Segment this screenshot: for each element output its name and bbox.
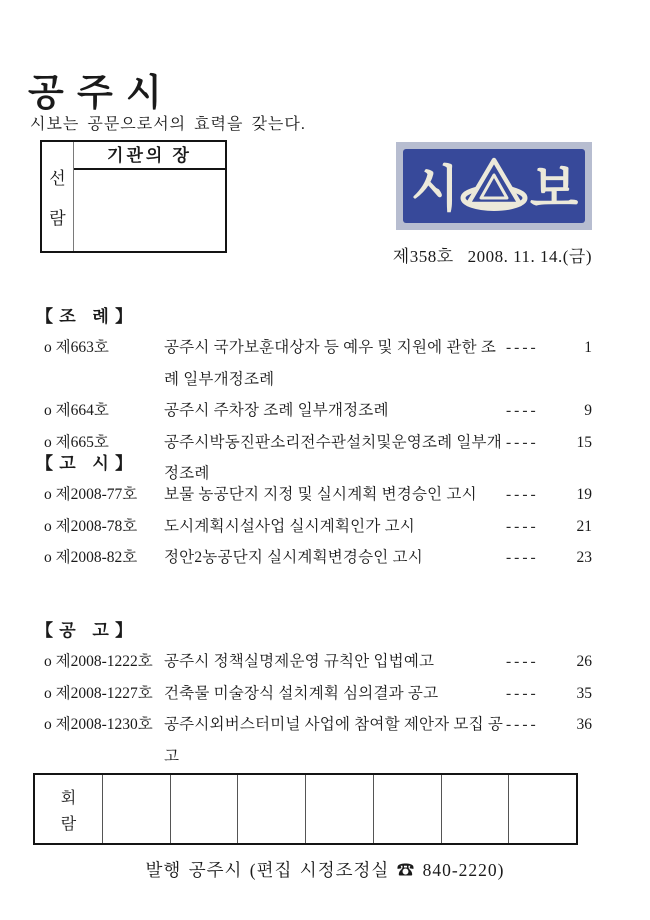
circulation-cell	[509, 775, 576, 843]
toc-row	[36, 678, 592, 710]
toc-row	[36, 395, 592, 427]
approval-side-char-1: 선	[49, 168, 66, 188]
toc-leader-dashes: ----	[506, 684, 539, 702]
circulation-cell	[306, 775, 374, 843]
toc-leader-dashes: ----	[506, 517, 539, 535]
toc-item-title: 공주시 정책실명제운영 규칙안 입법예고	[164, 653, 435, 670]
toc-item-number: o 제2008-1222호	[44, 653, 153, 670]
approval-side-label	[42, 142, 74, 251]
approval-box-header: 기관의 장	[74, 142, 225, 170]
circulation-cell	[238, 775, 306, 843]
toc-page-number: 1	[584, 339, 592, 356]
approval-side-char-2: 람	[49, 209, 66, 229]
toc-item-title: 공주시박동진판소리전수관설치및운영조례 일부개정조례	[164, 433, 502, 482]
toc-page-number: 9	[584, 402, 592, 419]
sibo-logo	[396, 142, 592, 230]
toc-item-title: 정안2농공단지 실시계획변경승인 고시	[164, 549, 423, 566]
toc-item-number: o 제2008-82호	[44, 549, 138, 566]
issue-number: 제358호	[392, 247, 454, 266]
toc-page-number: 15	[576, 433, 592, 451]
issue-line	[393, 242, 592, 267]
toc-section-header: 【 조 례 】	[36, 307, 134, 326]
approval-box	[40, 140, 227, 253]
toc-page-number: 36	[576, 716, 592, 733]
toc-item-title: 공주시 주차장 조례 일부개정조례	[164, 402, 389, 419]
circulation-char-1: 회	[60, 789, 77, 807]
toc-item-number: o 제2008-1230호	[44, 716, 153, 733]
sibo-logo-panel	[403, 149, 585, 223]
toc-page-number: 21	[576, 517, 592, 535]
toc-page-number: 23	[576, 549, 592, 566]
toc-item-title: 건축물 미술장식 설치계획 심의결과 공고	[164, 684, 439, 702]
toc-row	[36, 479, 592, 511]
logo-char-si: 시	[410, 161, 460, 217]
toc-item-title: 도시계획시설사업 실시계획인가 고시	[164, 517, 415, 535]
issue-date: 2008. 11. 14.(금)	[467, 247, 592, 266]
publisher-footer: 발행 공주시 (편집 시정조정실 ☎ 840-2220)	[145, 860, 505, 880]
circulation-char-2: 람	[60, 815, 77, 833]
toc-section-notices	[36, 449, 592, 574]
toc-section-header: 【 공 고 】	[36, 621, 134, 640]
toc-item-number: o 제664호	[44, 402, 109, 419]
toc-page-number: 19	[576, 486, 592, 503]
circulation-cell	[442, 775, 510, 843]
toc-leader-dashes: ----	[506, 402, 539, 419]
toc-leader-dashes: ----	[506, 549, 539, 566]
toc-section-header: 【 고 시 】	[36, 454, 134, 473]
page-title: 공 주 시	[28, 73, 164, 114]
toc-leader-dashes: ----	[506, 716, 539, 733]
toc-row	[36, 709, 592, 772]
toc-row	[36, 511, 592, 543]
toc-item-number: o 제2008-1227호	[44, 684, 153, 702]
toc-page-number: 35	[576, 684, 592, 702]
logo-char-bo: 보	[529, 161, 579, 217]
toc-item-number: o 제2008-78호	[44, 517, 138, 535]
toc-leader-dashes: ----	[506, 486, 539, 503]
sibo-logo-graphic	[403, 149, 585, 223]
toc-page-number: 26	[576, 653, 592, 670]
circulation-box	[33, 773, 578, 845]
toc-row	[36, 542, 592, 574]
toc-leader-dashes: ----	[506, 433, 539, 451]
mountain-emblem-icon	[463, 160, 525, 209]
toc-item-title: 보물 농공단지 지정 및 실시계획 변경승인 고시	[164, 486, 477, 503]
toc-item-number: o 제663호	[44, 339, 109, 356]
toc-item-title: 공주시 국가보훈대상자 등 예우 및 지원에 관한 조례 일부개정조례	[164, 339, 496, 388]
toc-item-number: o 제665호	[44, 433, 109, 451]
toc-item-number: o 제2008-77호	[44, 486, 138, 503]
toc-item-title: 공주시외버스터미널 사업에 참여할 제안자 모집 공고	[164, 716, 504, 765]
circulation-cell	[171, 775, 239, 843]
toc-leader-dashes: ----	[506, 653, 539, 670]
circulation-label	[35, 775, 103, 843]
circulation-cell	[374, 775, 442, 843]
toc-leader-dashes: ----	[506, 339, 539, 356]
toc-section-announcements	[36, 616, 592, 772]
toc-row	[36, 332, 592, 395]
page-subtitle: 시보는 공문으로서의 효력을 갖는다.	[30, 116, 306, 133]
toc-row	[36, 646, 592, 678]
circulation-cell	[103, 775, 171, 843]
